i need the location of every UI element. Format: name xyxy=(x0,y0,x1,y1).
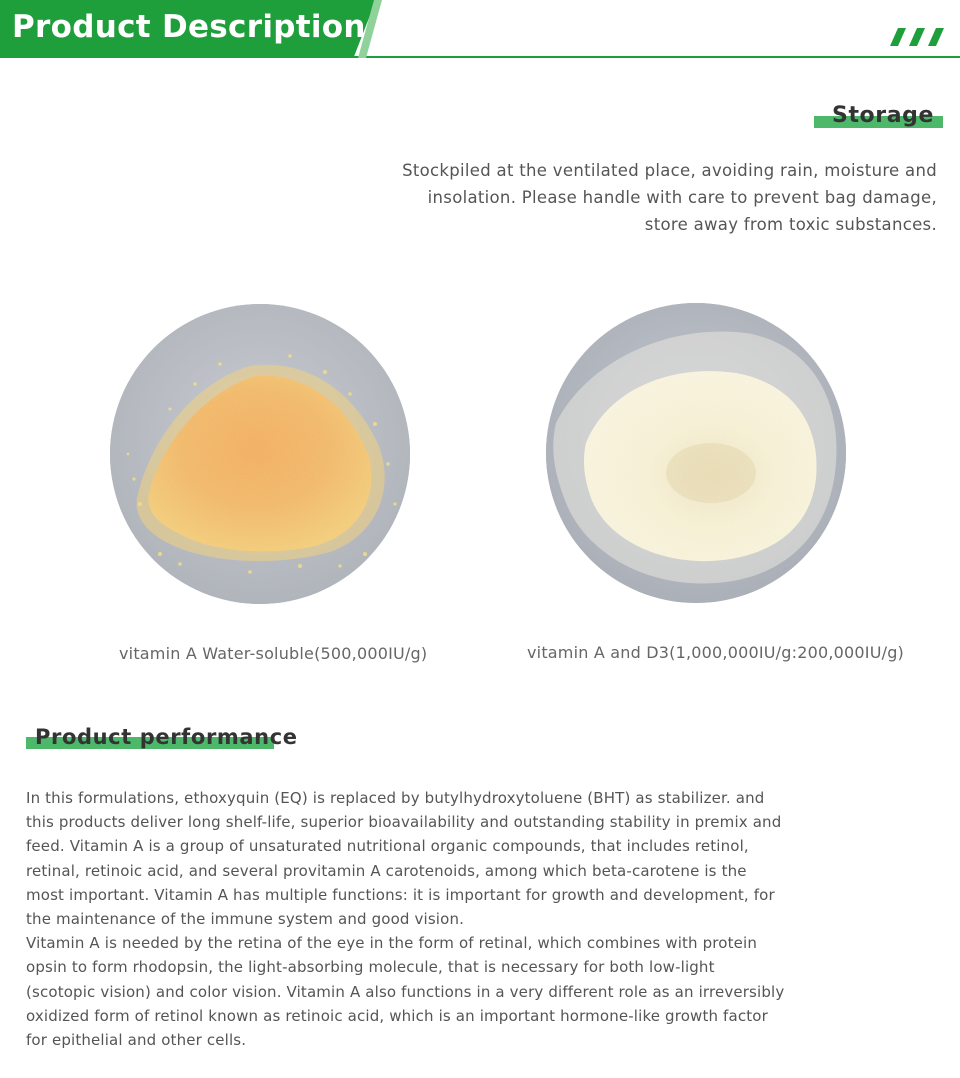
performance-heading xyxy=(26,719,298,749)
product-caption-vitamin-a-water-soluble: vitamin A Water-soluble(500,000IU/g) xyxy=(119,644,428,663)
performance-heading-text: Product performance xyxy=(35,725,298,749)
header-banner xyxy=(0,0,960,60)
product-image-vitamin-a-d3 xyxy=(546,303,846,603)
storage-heading-text: Storage xyxy=(832,103,935,128)
product-image-vitamin-a-water-soluble xyxy=(110,304,410,604)
performance-paragraph: Vitamin A is needed by the retina of the eye in the form of retinal, which combines with protein opsin to form rhodopsin, the light-absorbing molecule, that is necessary for both low-light (scotopic vision) and color vision. Vitamin A also functions in a very different role as an irreversibly oxidized form of retinol known as retinoic acid, which is an important hormone-like growth factor for epithelial and other cells. xyxy=(26,934,785,1050)
product-caption-vitamin-a-d3: vitamin A and D3(1,000,000IU/g:200,000IU/g) xyxy=(527,643,904,662)
performance-description xyxy=(26,786,786,1052)
storage-description: Stockpiled at the ventilated place, avoiding rain, moisture and insolation. Please handle with care to prevent bag damage, store away from toxic substances. xyxy=(402,161,937,234)
performance-paragraph: In this formulations, ethoxyquin (EQ) is replaced by butylhydroxytoluene (BHT) as stabilizer. and this products deliver long shelf-life, superior bioavailability and outstanding stability in premix and feed. Vitamin A is a group of unsaturated nutritional organic compounds, that includes retinol, retinal, retinoic acid, and several provitamin A carotenoids, among which beta-carotene is the most important. Vitamin A has multiple functions: it is important for growth and development, for the maintenance of the immune system and good vision. xyxy=(26,789,782,929)
page-title: Product Description xyxy=(12,9,366,45)
storage-heading xyxy=(814,98,944,128)
triple-slash-icon xyxy=(890,28,946,46)
